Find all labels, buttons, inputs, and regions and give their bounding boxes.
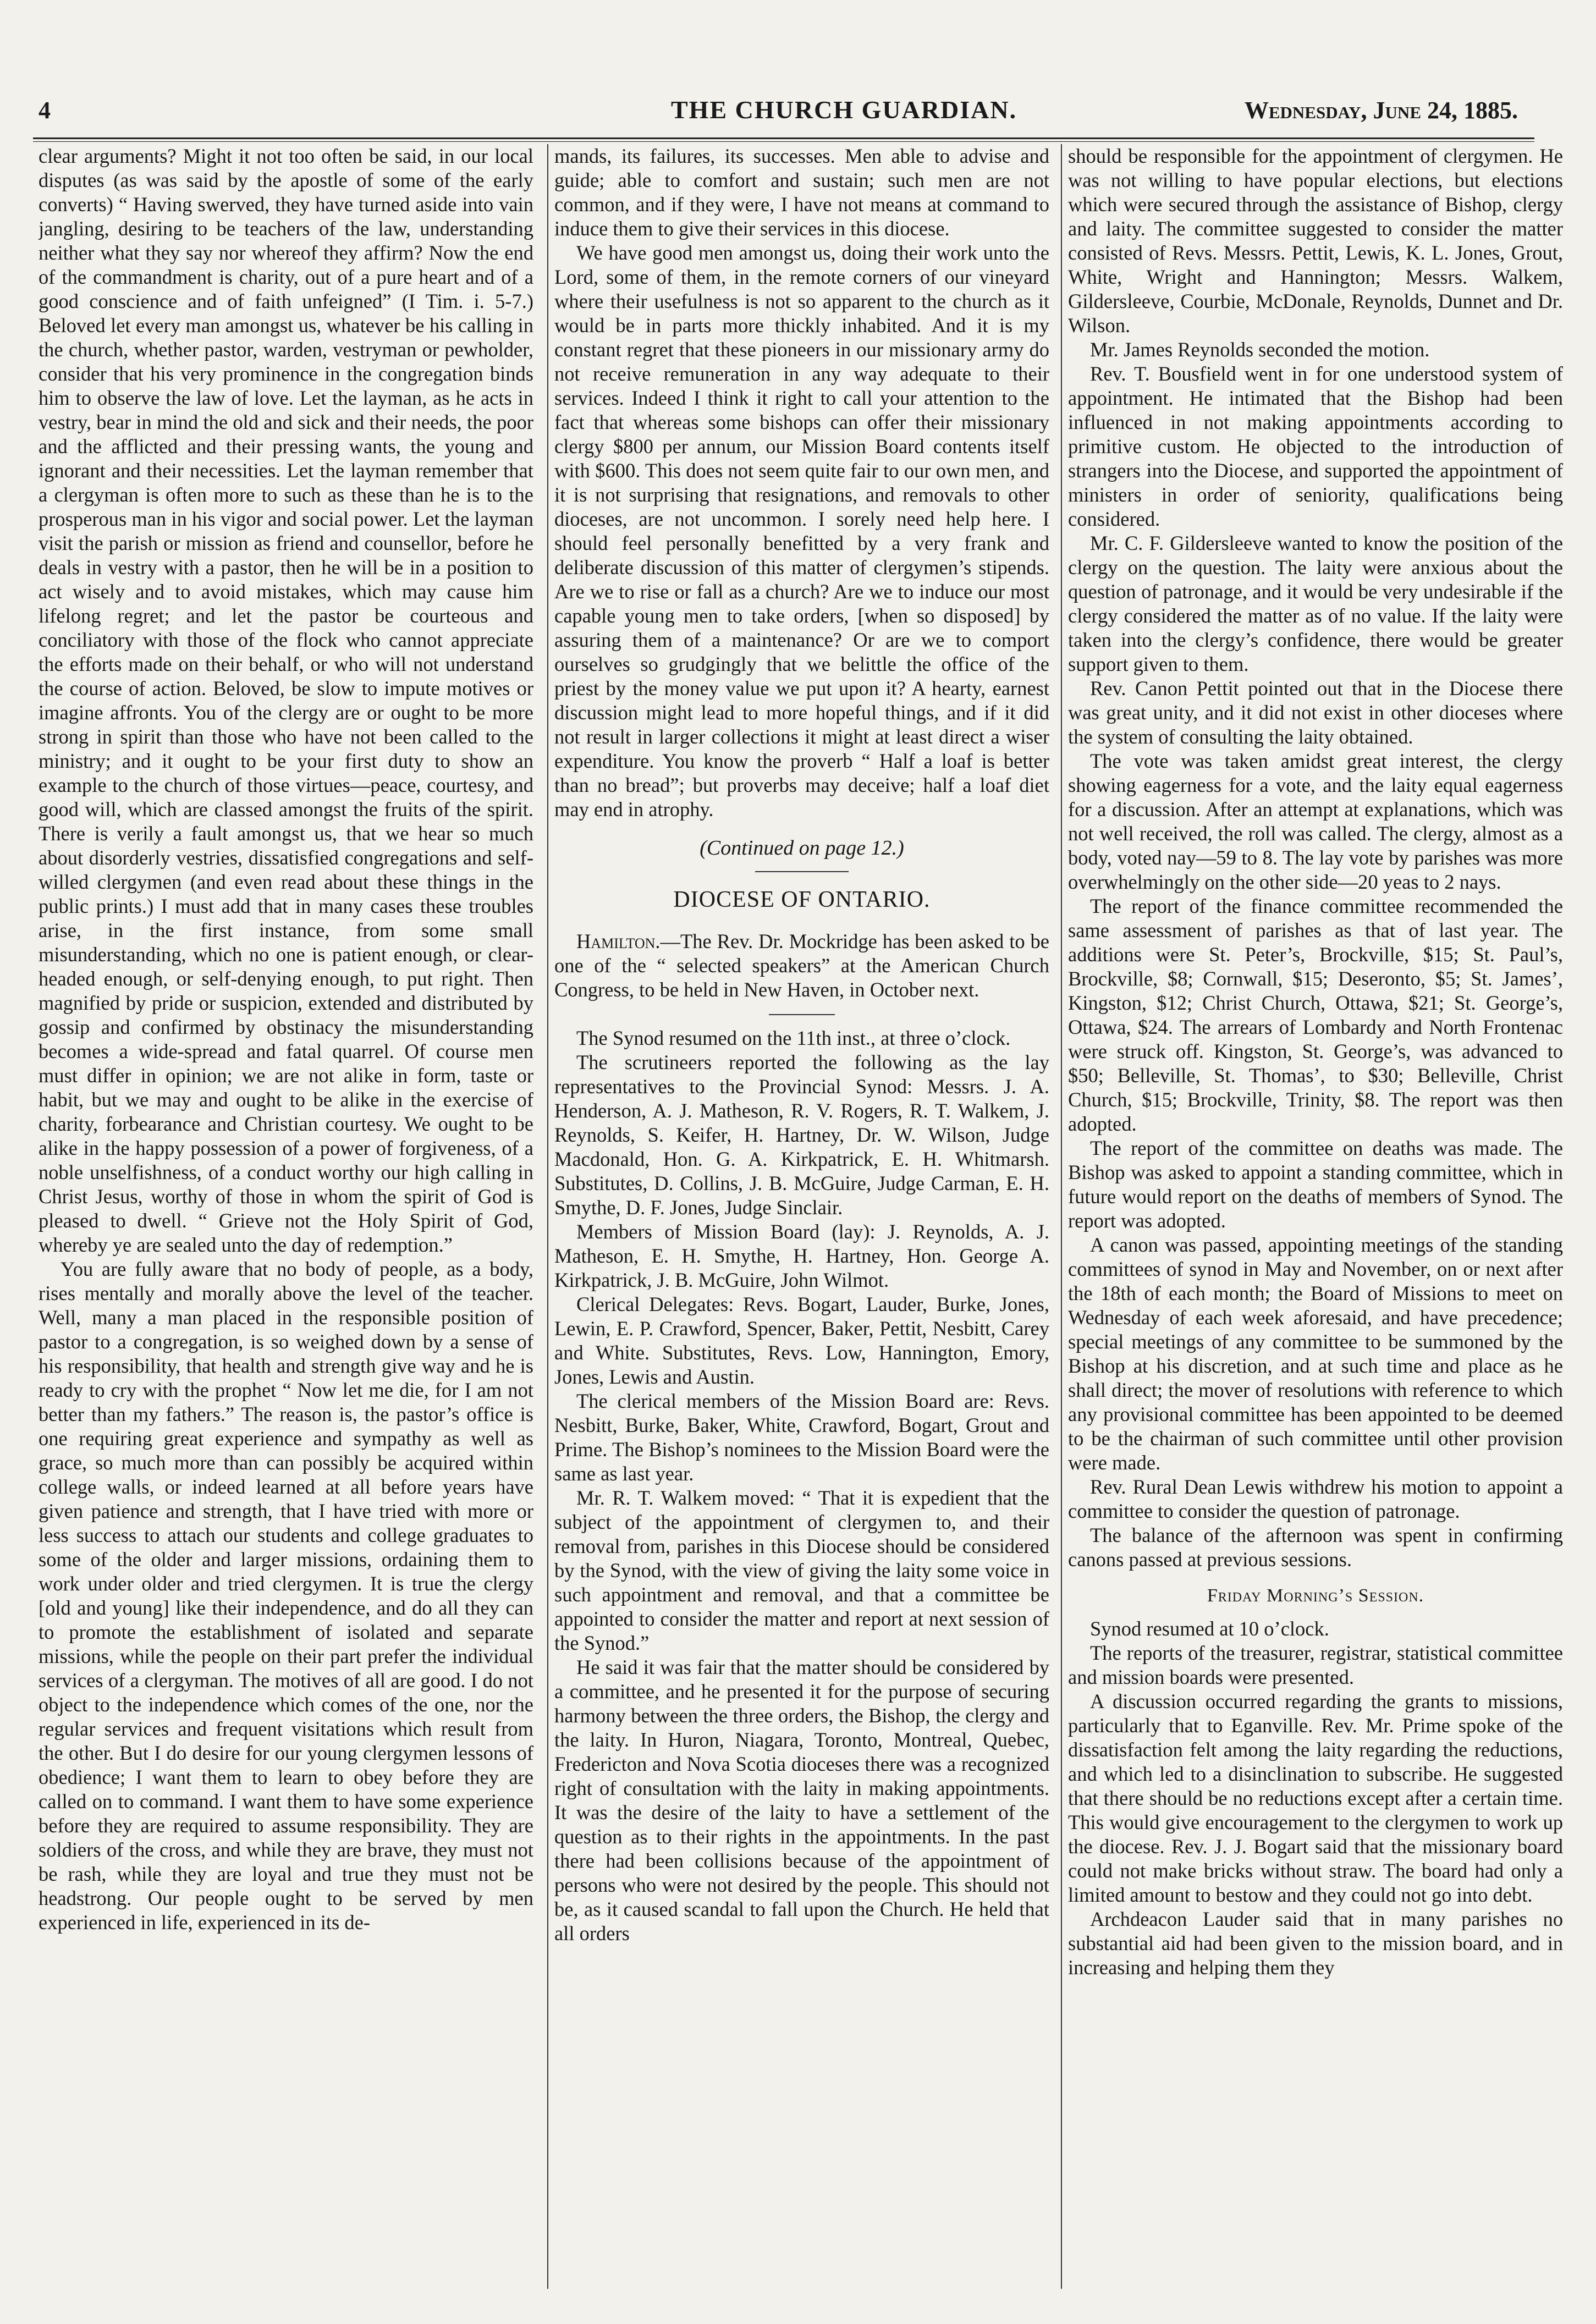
article-paragraph: Rev. T. Bousfield went in for one understood system of appointment. He intimated that the Bishop had been influenced in not making appointments according to primitive custom. He objected to the introduction of strangers into the Diocese, and supported the appointment of ministers in order of seniority, qualifications being considered. (1068, 362, 1563, 530)
news-item-text: —The Rev. Dr. Mockridge has been asked to be one of the “ selected speakers” at the American Church Congress, to be held in New Haven, in October next. (554, 930, 1049, 1001)
column-divider-2 (1061, 144, 1062, 2289)
column-1 (38, 144, 533, 2289)
item-divider (769, 1014, 835, 1015)
article-paragraph: The balance of the afternoon was spent in confirming canons passed at previous sessions. (1068, 1524, 1563, 1571)
header-rule (33, 137, 1534, 139)
column-3 (1068, 144, 1563, 2289)
session-subheading: Friday Morning’s Session. (1207, 1585, 1424, 1606)
article-paragraph: The report of the committee on deaths was made. The Bishop was asked to appoint a standing committee, which in future would report on the deaths of members of Synod. The report was adopted. (1068, 1137, 1563, 1232)
article-paragraph: Mr. R. T. Walkem moved: “ That it is expedient that the subject of the appointment of clergymen to, and their removal from, parishes in this Diocese should be considered by the Synod, with the view of giving the laity some voice in such appointment and removal, and that a committee be appointed to consider the matter and report at next session of the Synod.” (554, 1486, 1049, 1654)
article-paragraph: clear arguments? Might it not too often be said, in our local disputes (as was said by the apostle of some of the early converts) “ Having swerved, they have turned aside into vain jangling, desiring to be teachers of the law, understanding neither what they say nor whereof they affirm? Now the end of the commandment is charity, out of a pure heart and of a good conscience and of faith unfeigned” (I Tim. i. 5-7.) Beloved let every man amongst us, whatever be his calling in the church, whether pastor, warden, vestryman or pewholder, consider that his very prominence in the congregation binds him to observe the law of love. Let the layman, as he acts in vestry, bear in mind the old and sick and their needs, the poor and the afflicted and their pressing wants, the young and ignorant and their necessities. Let the layman remember that a clergyman is often more to such as these than he is to the prosperous man in his vigor and social power. Let the layman visit the parish or mission as friend and counsellor, before he deals in vestry with a pastor, then he will be in a position to act wisely and to avoid mistakes, which may cause him lifelong regret; and let the pastor be courteous and conciliatory with those of the flock who cannot appreciate the efforts made on their behalf, or who will not understand the course of action. Beloved, be slow to impute motives or imagine affronts. You of the clergy are or ought to be more strong in spirit than those who have not been called to the ministry; and it ought to be your first duty to show an example to the church of those virtues—peace, courtesy, and good will, which are classed amongst the fruits of the spirit. There is verily a fault amongst us, that we hear so much about disorderly vestries, dissatisfied congregations and self-willed clergymen (and even read about these things in the public prints.) I must add that in many cases these troubles arise, in the first instance, from some small misunderstanding, which no one is patient enough, or clear-headed enough, or self-denying enough, to put right. Then magnified by pride or suspicion, extended and distributed by gossip and confirmed by obstinacy the misunderstanding becomes a wide-spread and fatal quarrel. Of course men must differ in opinion; we are not alike in form, taste or habit, but we may and ought to be alike in the exercise of charity, forbearance and Christian courtesy. We ought to be alike in the happy possession of a power of forgiveness, of a noble unselfishness, of a conduct worthy our high calling in Christ Jesus, worthy of those in whom the spirit of God is pleased to dwell. “ Grieve not the Holy Spirit of God, whereby ye are sealed unto the day of redemption.” (38, 145, 533, 1256)
continued-notice: (Continued on page 12.) (700, 836, 904, 860)
article-paragraph: A discussion occurred regarding the grants to missions, particularly that to Eganville. Rev. Mr. Prime spoke of the dissatisfaction felt among the laity regarding the reductions, and which led to a disinclination to subscribe. He suggested that there should be no reductions except after a certain time. This would give encouragement to the clergymen to work up the diocese. Rev. J. J. Bogart said that the missionary board could not make bricks without straw. The board had only a limited amount to bestow and they could not go into debt. (1068, 1690, 1563, 1906)
article-paragraph: The Synod resumed on the 11th inst., at three o’clock. (576, 1027, 1011, 1049)
article-paragraph: Rev. Canon Pettit pointed out that in the Diocese there was great unity, and it did not exist in other dioceses where the system of consulting the laity obtained. (1068, 677, 1563, 748)
column-divider-1 (547, 144, 548, 2289)
article-paragraph: He said it was fair that the matter should be considered by a committee, and he presented it for the purpose of securing harmony between the three orders, the Bishop, the clergy and the laity. In Huron, Niagara, Toronto, Montreal, Quebec, Fredericton and Nova Scotia dioceses there was a recognized right of consultation with the laity in making appointments. It was the desire of the laity to have a settlement of the question as to their rights in the appointments. In the past there had been collisions because of the appointment of persons who were not desired by the people. This should not be, as it caused scandal to fall upon the Church. He held that all orders (554, 1656, 1049, 1945)
article-paragraph: Clerical Delegates: Revs. Bogart, Lauder, Burke, Jones, Lewin, E. P. Crawford, Spencer, Baker, Pettit, Nesbitt, Carey and White. Substitutes, Revs. Low, Hannington, Emory, Jones, Lewis and Austin. (554, 1293, 1049, 1388)
article-paragraph: Members of Mission Board (lay): J. Reynolds, A. J. Matheson, E. H. Smythe, H. Hartney, Hon. George A. Kirkpatrick, J. B. McGuire, John Wilmot. (554, 1220, 1049, 1291)
issue-date: Wednesday, June 24, 1885. (1244, 97, 1518, 124)
article-paragraph: The vote was taken amidst great interest, the clergy showing eagerness for a vote, and the laity equal eagerness for a discussion. After an attempt at explanations, which was not well received, the roll was called. The clergy, almost as a body, voted nay—59 to 8. The lay vote by parishes was more overwhelmingly on the other side—20 yeas to 2 nays. (1068, 750, 1563, 893)
article-paragraph: Mr. C. F. Gildersleeve wanted to know the position of the clergy on the question. The laity were anxious about the question of patronage, and it would be very undesirable if the clergy considered the matter as of no value. If the laity were taken into the clergy’s confidence, there would be greater support given to them. (1068, 532, 1563, 675)
article-paragraph: Mr. James Reynolds seconded the motion. (1090, 338, 1430, 361)
section-title: DIOCESE OF ONTARIO. (673, 887, 931, 912)
article-paragraph: The report of the finance committee recommended the same assessment of parishes as that of last year. The additions were St. Peter’s, Brockville, $15; St. Paul’s, Brockville, $8; Cornwall, $15; Deseronto, $5; St. James’, Kingston, $12; Christ Church, Ottawa, $21; St. George’s, Ottawa, $24. The arrears of Lombardy and North Frontenac were struck off. Kingston, St. George’s, was advanced to $50; Belleville, St. Thomas’, to $30; Belleville, Christ Church, $15; Brockville, Trinity, $8. The report was then adopted. (1068, 895, 1563, 1135)
article-paragraph: You are fully aware that no body of people, as a body, rises mentally and morally above the level of the teacher. Well, many a man placed in the responsible position of pastor to a congregation, is so weighed down by a sense of his responsibility, that health and strength give way and he is ready to cry with the prophet “ Now let me die, for I am not better than my fathers.” The reason is, the pastor’s office is one requiring great experience and sympathy as well as grace, so much more than can possibly be acquired within college walls, or indeed learned at all before years have given patience and strength, that I have tried with more or less success to attach our students and college graduates to some of the older and larger missions, ordaining them to work under older and tried clergymen. It is true the clergy [old and young] like their independence, and do all they can to promote the establishment of isolated and separate missions, while the people on their part prefer the individual services of a clergyman. The motives of all are good. I do not object to the independence which comes of the one, nor the regular services and frequent visitations which result from the other. But I do desire for our young clergymen lessons of obedience; I want them to learn to obey before they are called on to command. I want them to have some experience before they are required to assume responsibility. They are soldiers of the cross, and while they are brave, they must not be rash, while they are loyal and true they must not be headstrong. Our people ought to be served by men experienced in life, experienced in its de- (38, 1258, 533, 1934)
article-paragraph: Archdeacon Lauder said that in many parishes no substantial aid had been given to the mission board, and in increasing and helping them they (1068, 1908, 1563, 1979)
article-paragraph: The reports of the treasurer, registrar, statistical committee and mission boards were presented. (1068, 1642, 1563, 1688)
article-paragraph: Synod resumed at 10 o’clock. (1090, 1617, 1329, 1640)
article-paragraph: mands, its failures, its successes. Men able to advise and guide; able to comfort and sustain; such men are not common, and if they were, I have not means at command to induce them to give their services in this diocese. (554, 145, 1049, 240)
article-paragraph: should be responsible for the appointment of clergymen. He was not willing to have popular elections, but elections which were secured through the assistance of Bishop, clergy and laity. The committee suggested to consider the matter consisted of Revs. Messrs. Pettit, Lewis, K. L. Jones, Grout, White, Wright and Hannington; Messrs. Walkem, Gildersleeve, Courbie, McDonale, Reynolds, Dunnet and Dr. Wilson. (1068, 145, 1563, 337)
page-number: 4 (38, 97, 51, 124)
article-paragraph: The scrutineers reported the following as the lay representatives to the Provincial Synod: Messrs. J. A. Henderson, A. J. Matheson, R. V. Rogers, R. T. Walkem, J. Reynolds, S. Keifer, H. Hartney, Dr. W. Wilson, Judge Macdonald, Hon. G. A. Kirkpatrick, E. H. Whitmarsh. Substitutes, D. Collins, J. B. McGuire, Judge Carman, E. H. Smythe, D. F. Jones, Judge Sinclair. (554, 1051, 1049, 1219)
article-paragraph: A canon was passed, appointing meetings of the standing committees of synod in May and November, on or next after the 18th of each month; the Board of Missions to meet on Wednesday of each week aforesaid, and have precedence; special meetings of any committee to be summoned by the Bishop at his discretion, and at such time and place as he shall direct; the mover of resolutions with reference to which any provisional committee has been appointed to be deemed to be the chairman of such committee until other provision were made. (1068, 1233, 1563, 1474)
article-paragraph: Rev. Rural Dean Lewis withdrew his motion to appoint a committee to consider the question of patronage. (1068, 1475, 1563, 1522)
section-divider (755, 871, 849, 872)
header-rule-thin (33, 141, 1534, 142)
page-header (22, 91, 1540, 140)
article-paragraph: We have good men amongst us, doing their work unto the Lord, some of them, in the remote corners of our vineyard where their usefulness is not so apparent to the church as it would be in parts more thickly inhabited. And it is my constant regret that these pioneers in our missionary army do not receive remuneration in any way adequate to their services. Indeed I think it right to call your attention to the fact that whereas some bishops can offer their missionary clergy $800 per annum, our Mission Board contents itself with $600. This does not seem quite fair to our own men, and it is not surprising that resignations, and removals to other dioceses, are not uncommon. I sorely need help here. I should feel personally benefitted by a very frank and deliberate discussion of this matter of clergymen’s stipends. Are we to rise or fall as a church? Are we to induce our most capable young men to take orders, [when so disposed] by assuring them of a maintenance? Or are we to comport ourselves so grudgingly that we belittle the office of the priest by the money value we put upon it? A hearty, earnest discussion might lead to more hopeful things, and if it did not result in larger collections it might at least direct a wiser expenditure. You know the proverb “ Half a loaf is better than no bread”; but proverbs may deceive; half a loaf diet may end in atrophy. (554, 241, 1049, 820)
news-item-hamilton (554, 929, 1049, 1002)
newspaper-title: THE CHURCH GUARDIAN. (671, 96, 1017, 124)
dateline: Hamilton. (576, 930, 661, 952)
article-paragraph: The clerical members of the Mission Board are: Revs. Nesbitt, Burke, Baker, White, Crawford, Bogart, Grout and Prime. The Bishop’s nominees to the Mission Board were the same as last year. (554, 1390, 1049, 1485)
column-2 (554, 144, 1049, 2289)
